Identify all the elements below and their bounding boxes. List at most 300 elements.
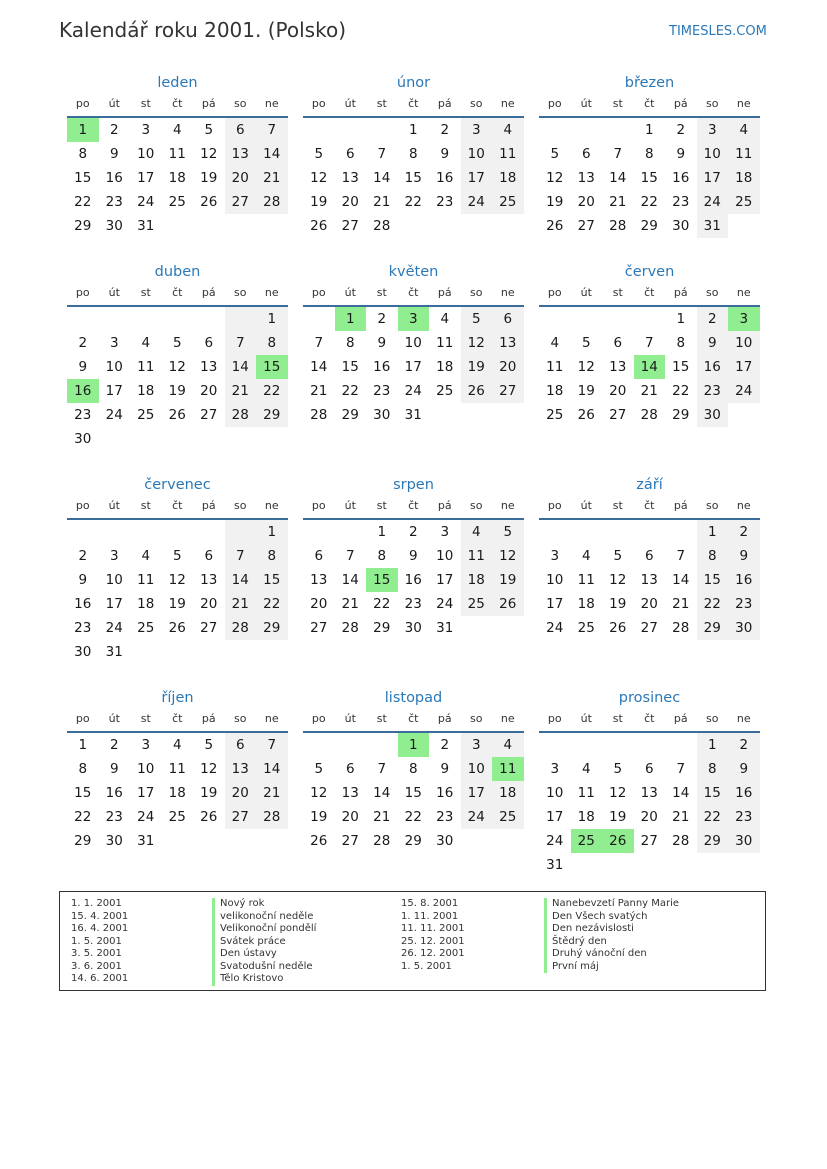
day-cell: 2 [377, 311, 387, 327]
weekday-label: pá [201, 97, 216, 110]
day-cell: 19 [310, 809, 328, 825]
day-cell: 9 [109, 761, 119, 777]
legend-holiday-name: Nanebevzetí Panny Marie [544, 898, 679, 911]
weekday-label: út [344, 499, 356, 512]
day-cell: 9 [728, 757, 760, 781]
day-cell: 10 [461, 142, 493, 166]
day-cell: 6 [345, 761, 355, 777]
day-cell: 3 [141, 122, 151, 138]
day-cell: 10 [137, 146, 155, 162]
day-cell: 14 [341, 572, 359, 588]
day-cell: 15 [640, 170, 658, 186]
empty-day-cell [539, 118, 571, 142]
day-cell: 29 [640, 218, 658, 234]
day-cell: 16 [436, 785, 454, 801]
day-cell: 17 [404, 359, 422, 375]
day-cell: 24 [404, 383, 422, 399]
empty-day-cell [697, 853, 729, 877]
day-cell: 19 [461, 355, 493, 379]
day-cell: 8 [676, 335, 686, 351]
weekday-label: so [234, 97, 247, 110]
day-cell: 27 [609, 407, 627, 423]
day-cell: 26 [168, 620, 186, 636]
weekday-label: so [706, 97, 719, 110]
weekday-label: út [580, 499, 592, 512]
day-cell: 16 [67, 379, 99, 403]
day-cell: 5 [172, 335, 182, 351]
day-cell: 24 [461, 805, 493, 829]
empty-day-cell [256, 427, 288, 451]
empty-day-cell [193, 829, 225, 853]
day-cell: 29 [404, 833, 422, 849]
day-cell: 28 [373, 833, 391, 849]
day-cell: 22 [341, 383, 359, 399]
weekday-label: st [376, 712, 387, 725]
day-grid [303, 307, 524, 427]
legend-date: 14. 6. 2001 [71, 973, 129, 984]
month-name: prosinec [618, 690, 681, 706]
empty-day-cell [429, 214, 461, 238]
weekday-label: so [234, 286, 247, 299]
day-cell: 27 [577, 218, 595, 234]
empty-day-cell [193, 640, 225, 664]
day-cell: 14 [225, 568, 257, 592]
day-cell: 7 [225, 331, 257, 355]
day-cell: 26 [492, 592, 524, 616]
empty-day-cell [665, 853, 697, 877]
weekday-label: ne [736, 97, 751, 110]
day-cell: 15 [74, 785, 92, 801]
day-cell: 16 [697, 355, 729, 379]
day-cell: 17 [546, 809, 564, 825]
weekday-label: po [311, 499, 326, 512]
weekday-label: po [311, 286, 326, 299]
weekday-label: pá [673, 499, 688, 512]
day-cell: 11 [492, 142, 524, 166]
day-grid [539, 307, 760, 427]
day-cell: 21 [225, 592, 257, 616]
day-cell: 6 [225, 118, 257, 142]
day-cell: 23 [697, 379, 729, 403]
empty-day-cell [634, 733, 666, 757]
day-cell: 23 [373, 383, 391, 399]
day-cell: 31 [404, 407, 422, 423]
day-cell: 11 [577, 785, 595, 801]
month-block [539, 73, 760, 238]
month-name: listopad [384, 690, 443, 706]
day-cell: 21 [609, 194, 627, 210]
day-cell: 23 [74, 407, 92, 423]
day-cell: 18 [577, 596, 595, 612]
day-cell: 30 [74, 644, 92, 660]
day-cell: 4 [172, 737, 182, 753]
day-cell: 19 [168, 596, 186, 612]
empty-day-cell [539, 733, 571, 757]
day-cell: 1 [697, 520, 729, 544]
day-cell: 25 [546, 407, 564, 423]
day-cell: 28 [256, 190, 288, 214]
weekday-label: po [547, 499, 562, 512]
day-cell: 25 [168, 194, 186, 210]
month-block [303, 475, 524, 640]
legend-holiday-name: Den nezávislosti [544, 923, 679, 936]
empty-day-cell [225, 829, 257, 853]
day-cell: 8 [408, 146, 418, 162]
legend-date: 11. 11. 2001 [401, 923, 465, 934]
day-cell: 23 [436, 194, 454, 210]
day-cell: 4 [172, 122, 182, 138]
day-cell: 18 [461, 568, 493, 592]
legend-dates-right [401, 898, 465, 973]
day-cell: 22 [74, 809, 92, 825]
legend-holiday-name: velikonoční neděle [212, 911, 316, 924]
legend-holiday-name: První máj [544, 961, 679, 974]
day-cell: 15 [697, 568, 729, 592]
day-cell: 25 [168, 809, 186, 825]
day-cell: 26 [546, 218, 564, 234]
day-cell: 19 [577, 383, 595, 399]
weekday-label: ne [500, 97, 515, 110]
day-cell: 25 [461, 592, 493, 616]
day-cell: 17 [137, 785, 155, 801]
day-cell: 31 [137, 218, 155, 234]
day-cell: 1 [256, 520, 288, 544]
holiday-legend [59, 891, 766, 991]
day-cell: 7 [377, 146, 387, 162]
day-cell: 10 [105, 572, 123, 588]
day-cell: 9 [697, 331, 729, 355]
legend-date: 3. 6. 2001 [71, 960, 122, 972]
day-cell: 5 [492, 520, 524, 544]
day-cell: 10 [404, 335, 422, 351]
day-cell: 30 [697, 403, 729, 427]
weekday-label: čt [408, 97, 419, 110]
day-cell: 19 [492, 568, 524, 592]
day-cell: 3 [461, 733, 493, 757]
day-cell: 22 [404, 809, 422, 825]
day-cell: 20 [200, 383, 218, 399]
day-cell: 25 [436, 383, 454, 399]
day-cell: 28 [225, 616, 257, 640]
day-cell: 7 [345, 548, 355, 564]
legend-date: 1. 5. 2001 [71, 935, 122, 947]
weekday-label: st [140, 97, 151, 110]
day-cell: 2 [728, 733, 760, 757]
legend-date: 16. 4. 2001 [71, 923, 129, 934]
day-cell: 13 [640, 572, 658, 588]
day-cell: 20 [492, 355, 524, 379]
month-name: září [636, 477, 663, 493]
weekday-label: čt [408, 499, 419, 512]
weekday-label: čt [644, 499, 655, 512]
day-cell: 10 [697, 142, 729, 166]
empty-day-cell [429, 403, 461, 427]
day-grid [67, 733, 288, 853]
weekday-label: ne [264, 712, 279, 725]
day-cell: 15 [404, 785, 422, 801]
weekday-label: út [108, 712, 120, 725]
weekday-label: út [344, 712, 356, 725]
month-block [67, 688, 288, 853]
day-cell: 27 [341, 218, 359, 234]
empty-day-cell [162, 214, 194, 238]
weekday-label: pá [673, 712, 688, 725]
day-cell: 16 [404, 572, 422, 588]
day-cell: 1 [377, 524, 387, 540]
day-cell: 10 [436, 548, 454, 564]
day-cell: 7 [613, 146, 623, 162]
day-cell: 15 [74, 170, 92, 186]
month-name: srpen [393, 477, 434, 493]
legend-dates-left [71, 898, 128, 986]
day-cell: 8 [345, 335, 355, 351]
weekday-label: ne [500, 499, 515, 512]
day-cell: 21 [225, 379, 257, 403]
weekday-header [67, 283, 288, 307]
weekday-label: po [311, 712, 326, 725]
day-grid [67, 520, 288, 664]
day-cell: 12 [310, 785, 328, 801]
day-cell: 7 [256, 733, 288, 757]
empty-day-cell [634, 307, 666, 331]
day-cell: 21 [256, 166, 288, 190]
weekday-label: čt [172, 712, 183, 725]
day-cell: 11 [137, 572, 155, 588]
day-cell: 12 [546, 170, 564, 186]
day-cell: 13 [341, 785, 359, 801]
day-cell: 6 [492, 307, 524, 331]
empty-day-cell [492, 616, 524, 640]
day-cell: 21 [672, 809, 690, 825]
day-cell: 23 [728, 805, 760, 829]
day-cell: 6 [225, 733, 257, 757]
day-cell: 17 [461, 166, 493, 190]
weekday-label: pá [673, 97, 688, 110]
month-block [539, 262, 760, 427]
day-cell: 7 [676, 548, 686, 564]
day-cell: 27 [341, 833, 359, 849]
day-cell: 8 [377, 548, 387, 564]
month-block [303, 262, 524, 427]
day-cell: 27 [200, 407, 218, 423]
day-cell: 19 [200, 170, 218, 186]
empty-day-cell [571, 118, 603, 142]
empty-day-cell [67, 307, 99, 331]
weekday-label: út [580, 97, 592, 110]
empty-day-cell [225, 640, 257, 664]
day-cell: 27 [640, 833, 658, 849]
day-cell: 12 [609, 572, 627, 588]
day-cell: 1 [676, 311, 686, 327]
day-cell: 12 [577, 359, 595, 375]
weekday-label: po [75, 712, 90, 725]
weekday-header [303, 94, 524, 118]
empty-day-cell [303, 733, 335, 757]
day-cell: 15 [256, 355, 288, 379]
day-cell: 5 [172, 548, 182, 564]
weekday-label: ne [264, 286, 279, 299]
empty-day-cell [728, 853, 760, 877]
day-cell: 28 [672, 620, 690, 636]
weekday-label: so [706, 286, 719, 299]
day-cell: 11 [577, 572, 595, 588]
weekday-label: so [470, 712, 483, 725]
day-cell: 21 [256, 781, 288, 805]
weekday-header [67, 496, 288, 520]
day-cell: 18 [168, 170, 186, 186]
day-cell: 30 [74, 431, 92, 447]
day-cell: 18 [492, 781, 524, 805]
day-cell: 3 [550, 548, 560, 564]
weekday-label: so [470, 286, 483, 299]
weekday-label: po [547, 97, 562, 110]
day-cell: 2 [440, 122, 450, 138]
weekday-label: st [376, 97, 387, 110]
day-cell: 9 [408, 548, 418, 564]
weekday-label: po [311, 97, 326, 110]
day-cell: 29 [697, 616, 729, 640]
day-cell: 4 [440, 311, 450, 327]
weekday-label: po [75, 286, 90, 299]
day-cell: 31 [697, 214, 729, 238]
day-cell: 26 [200, 809, 218, 825]
weekday-label: pá [201, 499, 216, 512]
day-cell: 25 [137, 407, 155, 423]
day-cell: 3 [109, 548, 119, 564]
weekday-label: ne [736, 499, 751, 512]
weekday-label: pá [437, 712, 452, 725]
day-cell: 13 [310, 572, 328, 588]
day-cell: 13 [341, 170, 359, 186]
day-cell: 31 [137, 833, 155, 849]
day-cell: 22 [697, 592, 729, 616]
weekday-header [303, 709, 524, 733]
day-cell: 15 [256, 568, 288, 592]
day-cell: 28 [609, 218, 627, 234]
weekday-header [303, 496, 524, 520]
day-cell: 22 [256, 592, 288, 616]
day-cell: 3 [461, 118, 493, 142]
weekday-label: pá [673, 286, 688, 299]
day-cell: 25 [492, 805, 524, 829]
day-cell: 20 [200, 596, 218, 612]
day-grid [67, 118, 288, 238]
day-cell: 25 [728, 190, 760, 214]
weekday-label: čt [172, 499, 183, 512]
empty-day-cell [225, 307, 257, 331]
legend-holiday-name: Velikonoční pondělí [212, 923, 316, 936]
month-name: červenec [144, 477, 211, 493]
empty-day-cell [728, 214, 760, 238]
day-cell: 21 [341, 596, 359, 612]
day-cell: 9 [377, 335, 387, 351]
empty-day-cell [335, 733, 367, 757]
empty-day-cell [67, 520, 99, 544]
day-cell: 1 [697, 733, 729, 757]
empty-day-cell [303, 118, 335, 142]
empty-day-cell [366, 733, 398, 757]
month-block [303, 688, 524, 853]
day-cell: 13 [225, 142, 257, 166]
legend-date: 1. 5. 2001 [401, 960, 452, 972]
day-cell: 9 [728, 544, 760, 568]
empty-day-cell [492, 403, 524, 427]
day-cell: 20 [341, 194, 359, 210]
day-cell: 8 [644, 146, 654, 162]
legend-date: 15. 4. 2001 [71, 910, 129, 922]
day-cell: 20 [609, 383, 627, 399]
day-cell: 17 [697, 166, 729, 190]
day-cell: 15 [697, 781, 729, 805]
day-cell: 24 [105, 407, 123, 423]
day-cell: 19 [546, 194, 564, 210]
weekday-header [539, 283, 760, 307]
day-cell: 29 [697, 829, 729, 853]
day-cell: 12 [310, 170, 328, 186]
day-cell: 30 [373, 407, 391, 423]
day-cell: 5 [314, 761, 324, 777]
weekday-label: pá [437, 97, 452, 110]
day-cell: 7 [256, 118, 288, 142]
empty-day-cell [335, 118, 367, 142]
day-cell: 14 [256, 757, 288, 781]
day-cell: 13 [225, 757, 257, 781]
day-cell: 3 [728, 307, 760, 331]
day-cell: 2 [78, 335, 88, 351]
day-cell: 26 [577, 407, 595, 423]
day-cell: 14 [373, 170, 391, 186]
empty-day-cell [99, 307, 131, 331]
day-cell: 23 [105, 194, 123, 210]
legend-holiday-name: Štědrý den [544, 936, 679, 949]
empty-day-cell [99, 520, 131, 544]
day-cell: 6 [613, 335, 623, 351]
day-cell: 22 [373, 596, 391, 612]
empty-day-cell [461, 616, 493, 640]
weekday-header [539, 496, 760, 520]
month-name: leden [157, 75, 198, 91]
day-cell: 16 [672, 170, 690, 186]
weekday-label: po [75, 97, 90, 110]
empty-day-cell [634, 853, 666, 877]
day-cell: 27 [640, 620, 658, 636]
weekday-label: čt [172, 97, 183, 110]
day-cell: 16 [436, 170, 454, 186]
day-cell: 20 [225, 166, 257, 190]
day-cell: 5 [461, 307, 493, 331]
day-cell: 31 [105, 644, 123, 660]
day-cell: 27 [225, 805, 257, 829]
weekday-label: so [470, 499, 483, 512]
empty-day-cell [539, 520, 571, 544]
empty-day-cell [303, 307, 335, 331]
day-grid [303, 733, 524, 853]
day-cell: 20 [577, 194, 595, 210]
empty-day-cell [256, 640, 288, 664]
day-cell: 4 [581, 761, 591, 777]
day-cell: 2 [697, 307, 729, 331]
day-cell: 17 [728, 355, 760, 379]
day-cell: 3 [550, 761, 560, 777]
day-cell: 8 [408, 761, 418, 777]
day-cell: 4 [728, 118, 760, 142]
empty-day-cell [162, 427, 194, 451]
month-block [303, 73, 524, 238]
day-cell: 29 [341, 407, 359, 423]
brand-link[interactable]: TIMESLES.COM [669, 24, 767, 39]
day-cell: 22 [256, 379, 288, 403]
day-cell: 22 [697, 805, 729, 829]
